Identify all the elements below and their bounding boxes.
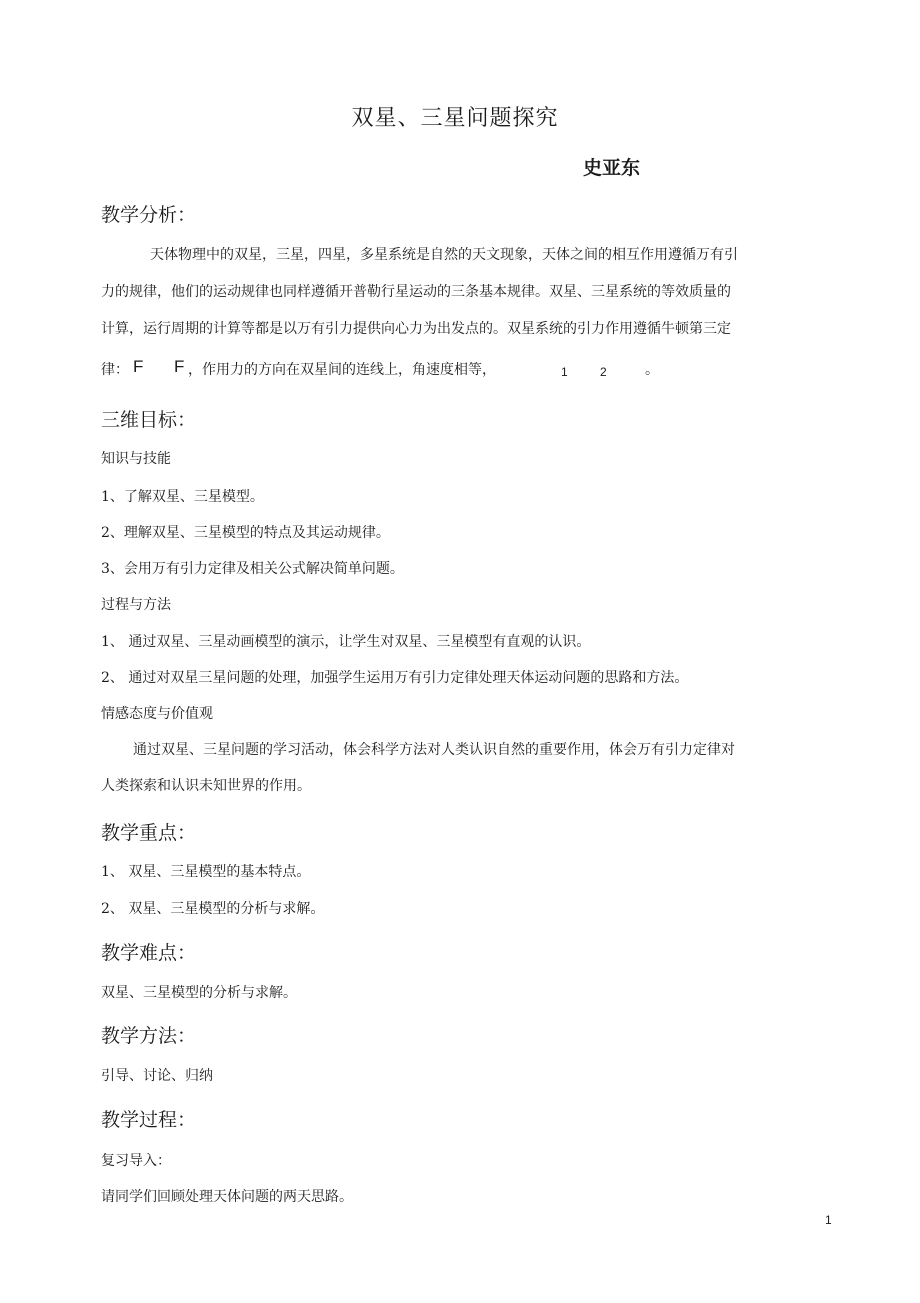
page-title: 双星、三星问题探究 — [351, 106, 559, 131]
process-section-heading: 教学过程： — [101, 1109, 197, 1131]
difficulties-text: 双星、三星模型的分析与求解。 — [101, 985, 297, 1001]
omega-subscript-2: 2 — [600, 365, 607, 379]
key-point-2: 2、 双星、三星模型的分析与求解。 — [101, 901, 325, 917]
process-item-2: 2、 通过对双星三星问题的处理，加强学生运用万有引力定律处理天体运动问题的思路和方法。 — [101, 670, 689, 686]
analysis-line-4-mid: ，作用力的方向在双星间的连线上，角速度相等， — [188, 362, 496, 378]
knowledge-label: 知识与技能 — [101, 451, 171, 467]
page-number: 1 — [825, 1213, 832, 1227]
analysis-line-3: 计算，运行周期的计算等都是以万有引力提供向心力为出发点的。双星系统的引力作用遵循牛顿第三定 — [101, 321, 731, 337]
review-intro-text: 请同学们回顾处理天体问题的两天思路。 — [101, 1189, 353, 1205]
analysis-line-1: 天体物理中的双星，三星，四星，多星系统是自然的天文现象，天体之间的相互作用遵循万有引 — [150, 247, 738, 263]
analysis-line-4-prefix: 律： — [101, 362, 129, 378]
analysis-line-4 — [101, 359, 129, 379]
emotion-label: 情感态度与价值观 — [101, 706, 213, 722]
omega-subscript-1: 1 — [561, 365, 568, 379]
goals-heading: 三维目标： — [101, 409, 197, 431]
analysis-line-2: 力的规律，他们的运动规律也同样遵循开普勒行星运动的三条基本规律。双星、三星系统的等效质量的 — [101, 284, 731, 300]
methods-heading: 教学方法： — [101, 1025, 197, 1047]
process-item-1: 1、 通过双星、三星动画模型的演示，让学生对双星、三星模型有直观的认识。 — [101, 634, 591, 650]
knowledge-item-2: 2、理解双星、三星模型的特点及其运动规律。 — [101, 525, 390, 541]
methods-text: 引导、讨论、归纳 — [101, 1068, 213, 1084]
force-symbol-2: F — [174, 357, 185, 376]
author-name: 史亚东 — [583, 157, 641, 179]
emotion-line-2: 人类探索和认识未知世界的作用。 — [101, 778, 311, 794]
knowledge-item-3: 3、会用万有引力定律及相关公式解决简单问题。 — [101, 561, 404, 577]
key-point-1: 1、 双星、三星模型的基本特点。 — [101, 864, 311, 880]
analysis-line-4-end: 。 — [645, 362, 659, 378]
process-label: 过程与方法 — [101, 597, 171, 613]
emotion-line-1: 通过双星、三星问题的学习活动，体会科学方法对人类认识自然的重要作用，体会万有引力定律对 — [133, 742, 735, 758]
force-symbol-1: F — [133, 357, 144, 376]
knowledge-item-1: 1、了解双星、三星模型。 — [101, 489, 264, 505]
analysis-heading: 教学分析： — [101, 204, 197, 226]
review-intro-label: 复习导入： — [101, 1153, 171, 1169]
difficulties-heading: 教学难点： — [101, 942, 197, 964]
key-points-heading: 教学重点： — [101, 822, 197, 844]
